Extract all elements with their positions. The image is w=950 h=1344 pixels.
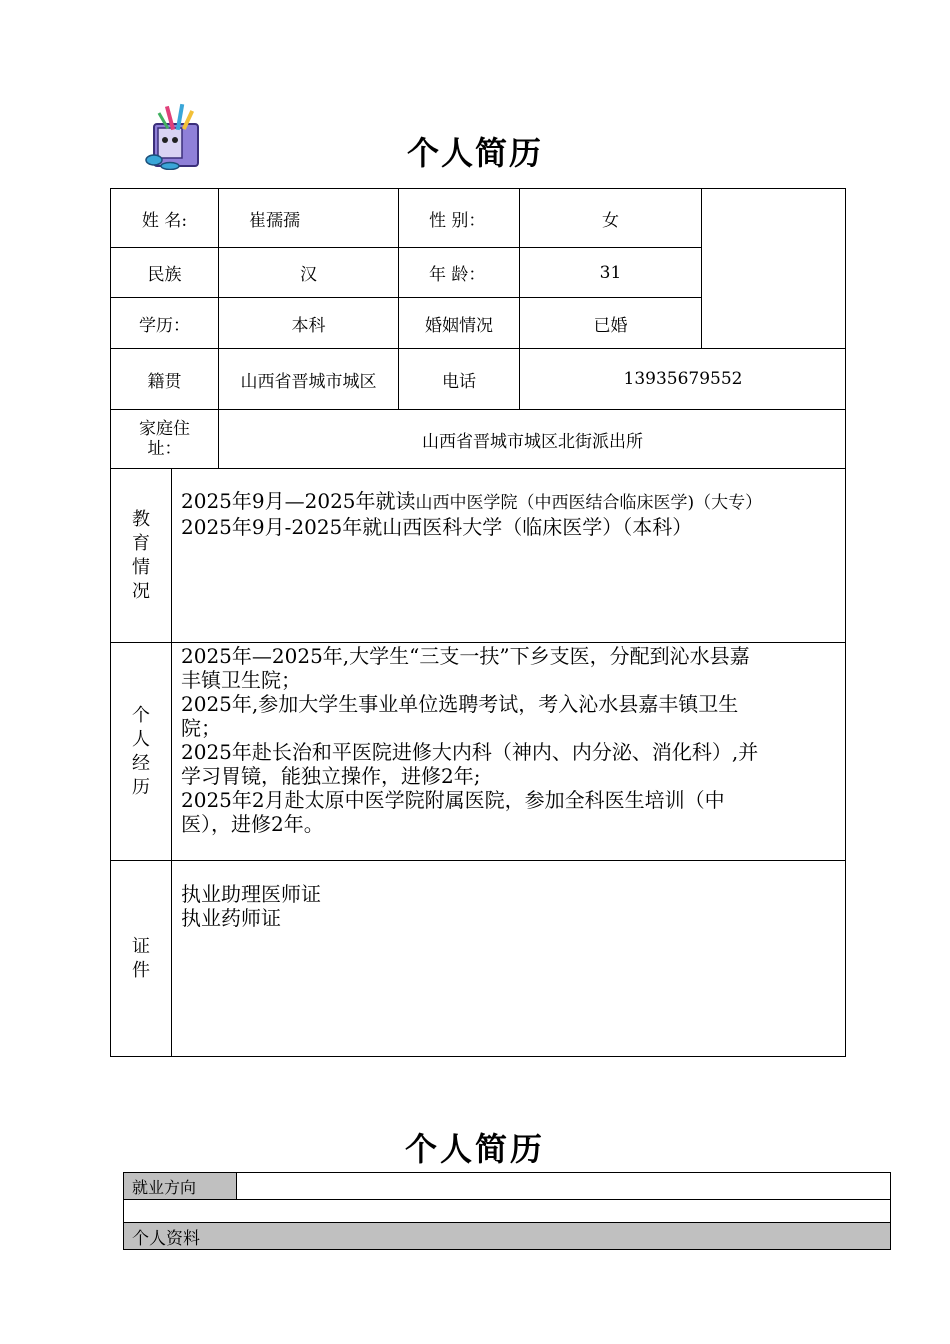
- ethnicity-value: 汉: [300, 265, 317, 285]
- experience-line: 2025年—2025年,大学生“三支一扶”下乡支医，分配到沁水县嘉: [181, 644, 750, 668]
- edu-char-1: 教: [132, 508, 150, 530]
- experience-line: 医），进修2年。: [181, 812, 324, 836]
- ethnicity-label: 民族: [147, 265, 182, 285]
- education-line-main: 2025年9月-2025年就山西医科大学（临床医学）（本科）: [181, 515, 693, 539]
- address-label: [111, 410, 218, 468]
- experience-line: 2025年2月赴太原中医学院附属医院，参加全科医生培训（中: [181, 788, 725, 812]
- edu-char-3: 情: [132, 556, 150, 578]
- experience-line: 院；: [181, 716, 221, 740]
- certificate-item: 执业助理医师证: [181, 882, 321, 906]
- experience-line: 2025年赴长治和平医院进修大内科（神内、内分泌、消化科）,并: [181, 740, 759, 764]
- experience-line: 学习胃镜，能独立操作，进修2年;: [181, 764, 481, 788]
- certificate-item: 执业药师证: [181, 906, 281, 930]
- education-label: 学历：: [139, 315, 190, 336]
- exp-char-3: 经: [132, 752, 150, 774]
- address-value: 山西省晋城市城区北街派出所: [422, 431, 643, 452]
- marital-value: 已婚: [593, 315, 628, 336]
- exp-char-1: 个: [132, 704, 150, 726]
- edu-char-4: 况: [132, 580, 150, 602]
- job-direction-label: 就业方向: [132, 1177, 197, 1197]
- name-value: 崔孺孺: [249, 210, 300, 231]
- education-line: [181, 515, 836, 539]
- cert-char-1: 证: [132, 936, 150, 957]
- second-page-title: 个人简历: [404, 1130, 545, 1168]
- experience-line: 2025年,参加大学生事业单位选聘考试，考入沁水县嘉丰镇卫生: [181, 692, 739, 716]
- exp-char-2: 人: [132, 728, 150, 750]
- education-line-detail: 山西中医学院（中西医结合临床医学)（大专）: [415, 493, 763, 513]
- gender-label: 性 别：: [429, 210, 486, 231]
- experience-line: 丰镇卫生院；: [181, 668, 301, 692]
- origin-label: 籍贯: [147, 371, 182, 392]
- education-section-label: [111, 469, 171, 642]
- education-line: [181, 489, 836, 515]
- education-content: [181, 489, 836, 539]
- resume-table: [110, 188, 846, 1057]
- certificate-content: [181, 882, 836, 930]
- phone-value: 13935679552: [623, 369, 743, 389]
- edu-char-2: 育: [132, 532, 150, 554]
- name-label: 姓 名:: [141, 210, 188, 231]
- phone-label: 电话: [442, 371, 476, 392]
- certificate-section-label: [111, 861, 171, 1057]
- education-line-main: 2025年9月—2025年就读: [181, 489, 416, 513]
- age-value: 31: [599, 262, 622, 283]
- exp-char-4: 历: [132, 776, 150, 798]
- origin-value: 山西省晋城市城区: [240, 371, 377, 392]
- cert-char-2: 件: [132, 960, 150, 981]
- experience-section-label: [111, 643, 171, 860]
- photo-cell: [702, 189, 846, 348]
- gender-value: 女: [602, 210, 619, 231]
- personal-info-header: 个人资料: [132, 1228, 200, 1249]
- experience-content: [181, 644, 836, 836]
- job-info-table: [123, 1172, 891, 1250]
- marital-label: 婚姻情况: [425, 315, 493, 336]
- job-direction-value: [237, 1173, 890, 1199]
- education-value: 本科: [291, 315, 326, 336]
- age-label: 年 龄：: [429, 265, 486, 285]
- page-title: 个人简历: [406, 134, 543, 172]
- address-label-line2: 址：: [147, 439, 182, 459]
- address-label-line1: 家庭住: [139, 419, 190, 439]
